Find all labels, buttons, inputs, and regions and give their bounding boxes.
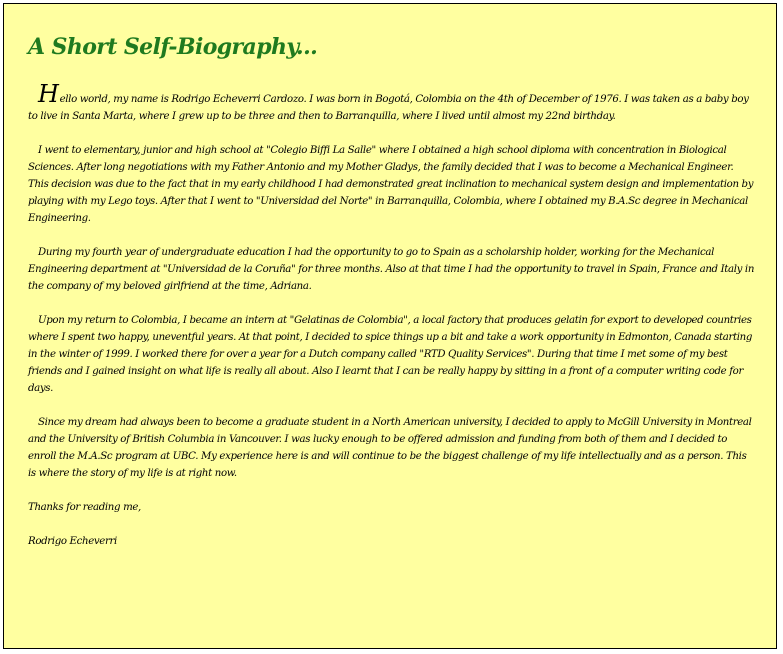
paragraph-graduate: Since my dream had always been to become a graduate student in a North American university, I decided to apply to McGill University in Montreal and the University of British Columbia in Vancouver. I was lucky enough to be offered admission and funding from both of them and I decided to enroll the M.A.Sc program at UBC. My experience here is and will continue to be the biggest challenge of my life intellectually and as a person. This is where the story of my life is at right now.	[28, 417, 752, 479]
page-title: A Short Self-Biography...	[28, 34, 318, 60]
biography-body	[28, 80, 756, 567]
closing-line: Thanks for reading me,	[28, 502, 141, 513]
signature: Rodrigo Echeverri	[28, 536, 117, 547]
drop-cap-letter: H	[38, 80, 59, 108]
paragraph-education: I went to elementary, junior and high school at "Colegio Biffi La Salle" where I obtained a high school diploma with concentration in Biological Sciences. After long negotiations with my Father Antonio and my Mother Gladys, the family decided that I was to become a Mechanical Engineer. This decision was due to the fact that in my early childhood I had demonstrated great inclination to mechanical system design and implementation by playing with my Lego toys. After that I went to "Universidad del Norte" in Barranquilla, Colombia, where I obtained my B.A.Sc degree in Mechanical Engineering.	[28, 145, 754, 224]
paragraph-work: Upon my return to Colombia, I became an intern at "Gelatinas de Colombia", a local factory that produces gelatin for export to developed countries where I spent two happy, uneventful years. At that point, I decided to spice things up a bit and take a work opportunity in Edmonton, Canada starting in the winter of 1999. I worked there for over a year for a Dutch company called "RTD Quality Services". During that time I met some of my best friends and I gained insight on what life is really all about. Also I learnt that I can be really happy by sitting in a front of a computer writing code for days.	[28, 315, 753, 394]
paragraph-spain: During my fourth year of undergraduate education I had the opportunity to go to Spain as a scholarship holder, working for the Mechanical Engineering department at "Universidad de la Coruña" for three months. Also at that time I had the opportunity to travel in Spain, France and Italy in the company of my beloved girlfriend at the time, Adriana.	[28, 247, 755, 292]
paragraph-intro	[28, 80, 756, 125]
paragraph-intro-text: ello world, my name is Rodrigo Echeverri Cardozo. I was born in Bogotá, Colombia on the 4th of December of 1976. I was taken as a baby boy to live in Santa Marta, where I grew up to be three and then to Barranquilla, where I lived until almost my 22nd birthday.	[28, 94, 749, 122]
biography-panel	[3, 3, 777, 649]
